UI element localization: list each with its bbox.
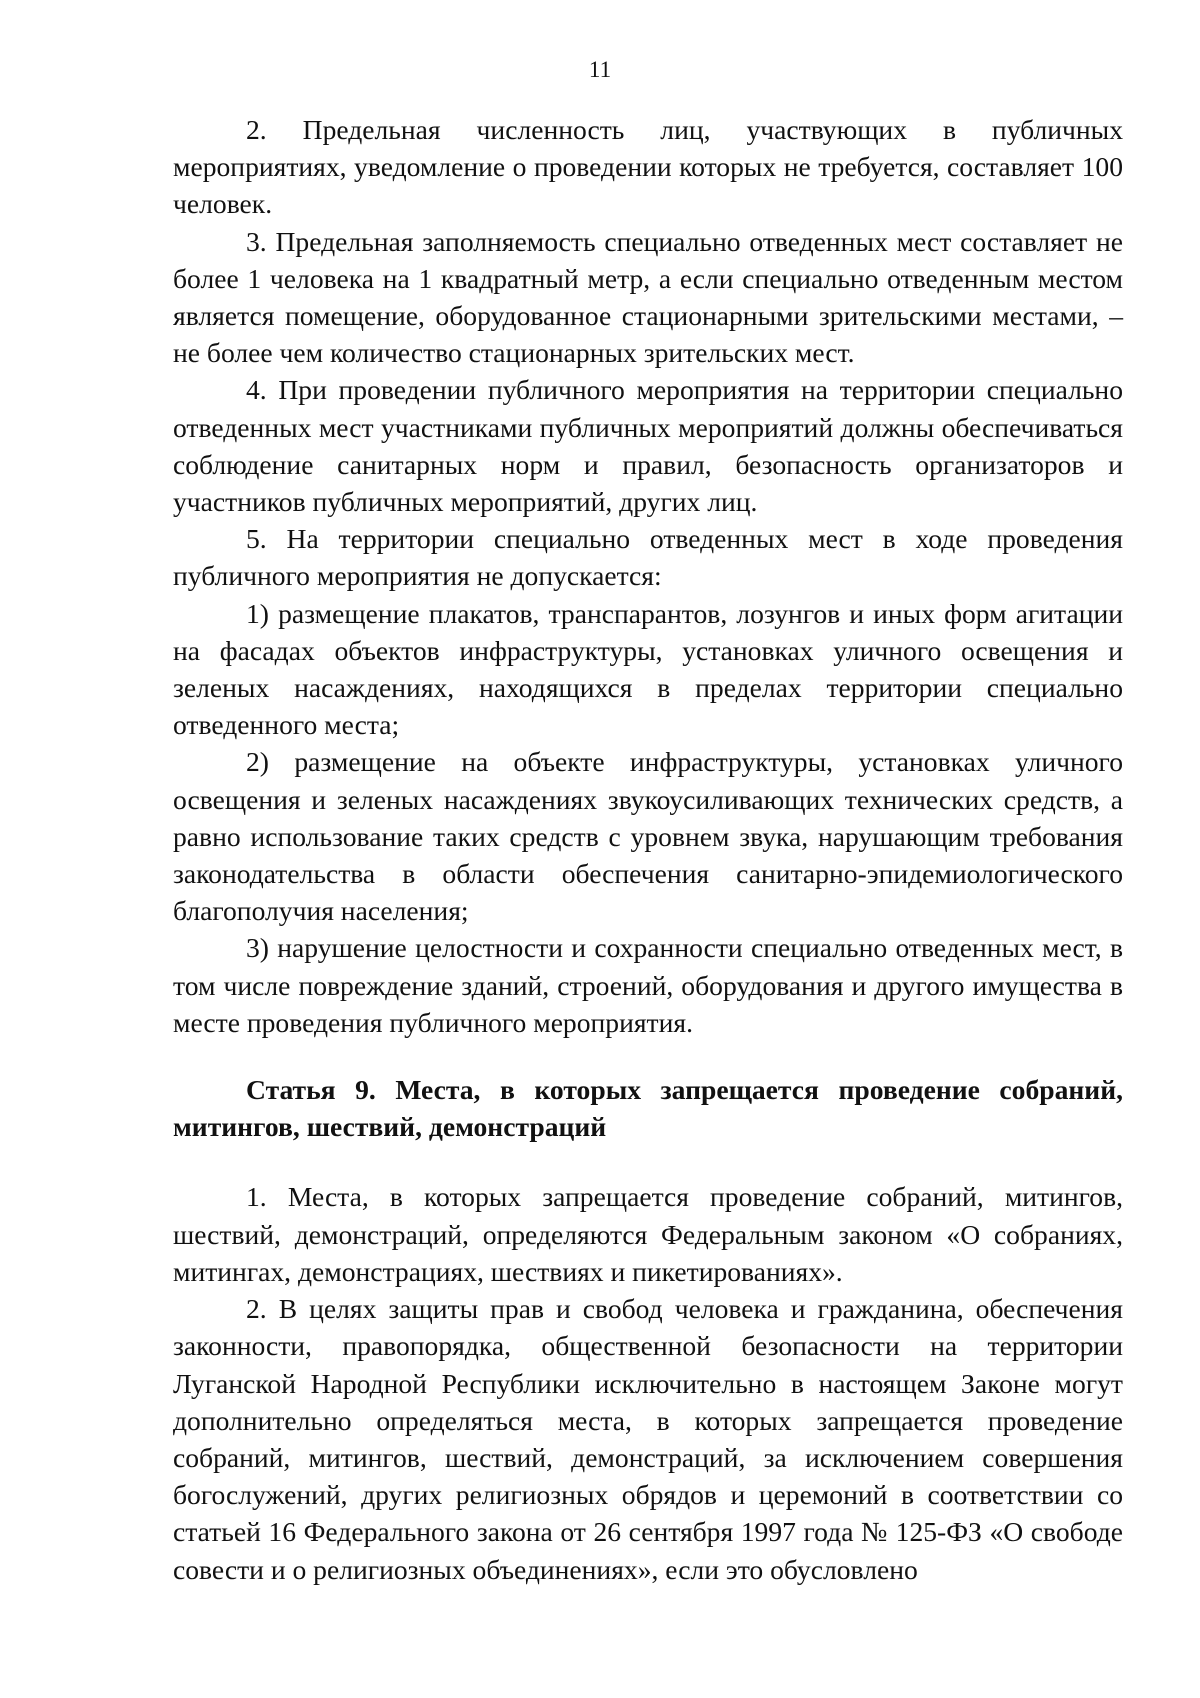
paragraph-item-4: 4. При проведении публичного мероприятия на территории специально отведенных мест участниками публичных мероприятий должны обеспечиваться соблюдение санитарных норм и правил, безопасность организаторов и участников публичных мероприятий, других лиц. <box>173 374 1123 518</box>
article-heading: Статья 9. Места, в которых запрещается проведение собраний, митингов, шествий, демонстраций <box>173 1074 1123 1143</box>
paragraph-item-5: 5. На территории специально отведенных мест в ходе проведения публичного мероприятия не допускается: <box>173 523 1123 592</box>
document-body <box>173 111 1123 1588</box>
subitem-2: 2) размещение на объекте инфраструктуры, установках уличного освещения и зеленых насаждениях звукоусиливающих технических средств, а равно использование таких средств с уровнем звука, нарушающим требования законодательства в области обеспечения санитарно-эпидемиологического благополучия населения; <box>173 746 1123 927</box>
page-number: 11 <box>588 57 612 82</box>
subitem-3: 3) нарушение целостности и сохранности специально отведенных мест, в том числе повреждение зданий, строений, оборудования и другого имущества в месте проведения публичного мероприятия. <box>173 932 1123 1038</box>
article-9-paragraph-2: 2. В целях защиты прав и свобод человека и гражданина, обеспечения законности, правопорядка, общественной безопасности на территории Луганской Народной Республики исключительно в настоящем Законе могут дополнительно определяться места, в которых запрещается проведение собраний, митингов, шествий, демонстраций, за исключением совершения богослужений, других религиозных обрядов и церемоний в соответствии со статьей 16 Федерального закона от 26 сентября 1997 года № 125-ФЗ «О свободе совести и о религиозных объединениях», если это обусловлено <box>173 1293 1123 1585</box>
subitem-1: 1) размещение плакатов, транспарантов, лозунгов и иных форм агитации на фасадах объектов инфраструктуры, установках уличного освещения и зеленых насаждениях, находящихся в пределах территории специально отведенного места; <box>173 597 1123 741</box>
article-9-paragraph-1: 1. Места, в которых запрещается проведение собраний, митингов, шествий, демонстраций, определяются Федеральным законом «О собраниях, митингах, демонстрациях, шествиях и пикетированиях». <box>173 1181 1123 1287</box>
paragraph-item-2: 2. Предельная численность лиц, участвующих в публичных мероприятиях, уведомление о проведении которых не требуется, составляет 100 человек. <box>173 114 1123 220</box>
paragraph-item-3: 3. Предельная заполняемость специально отведенных мест составляет не более 1 человека на 1 квадратный метр, а если специально отведенным местом является помещение, оборудованное стационарными зрительскими местами, – не более чем количество стационарных зрительских мест. <box>173 225 1123 369</box>
